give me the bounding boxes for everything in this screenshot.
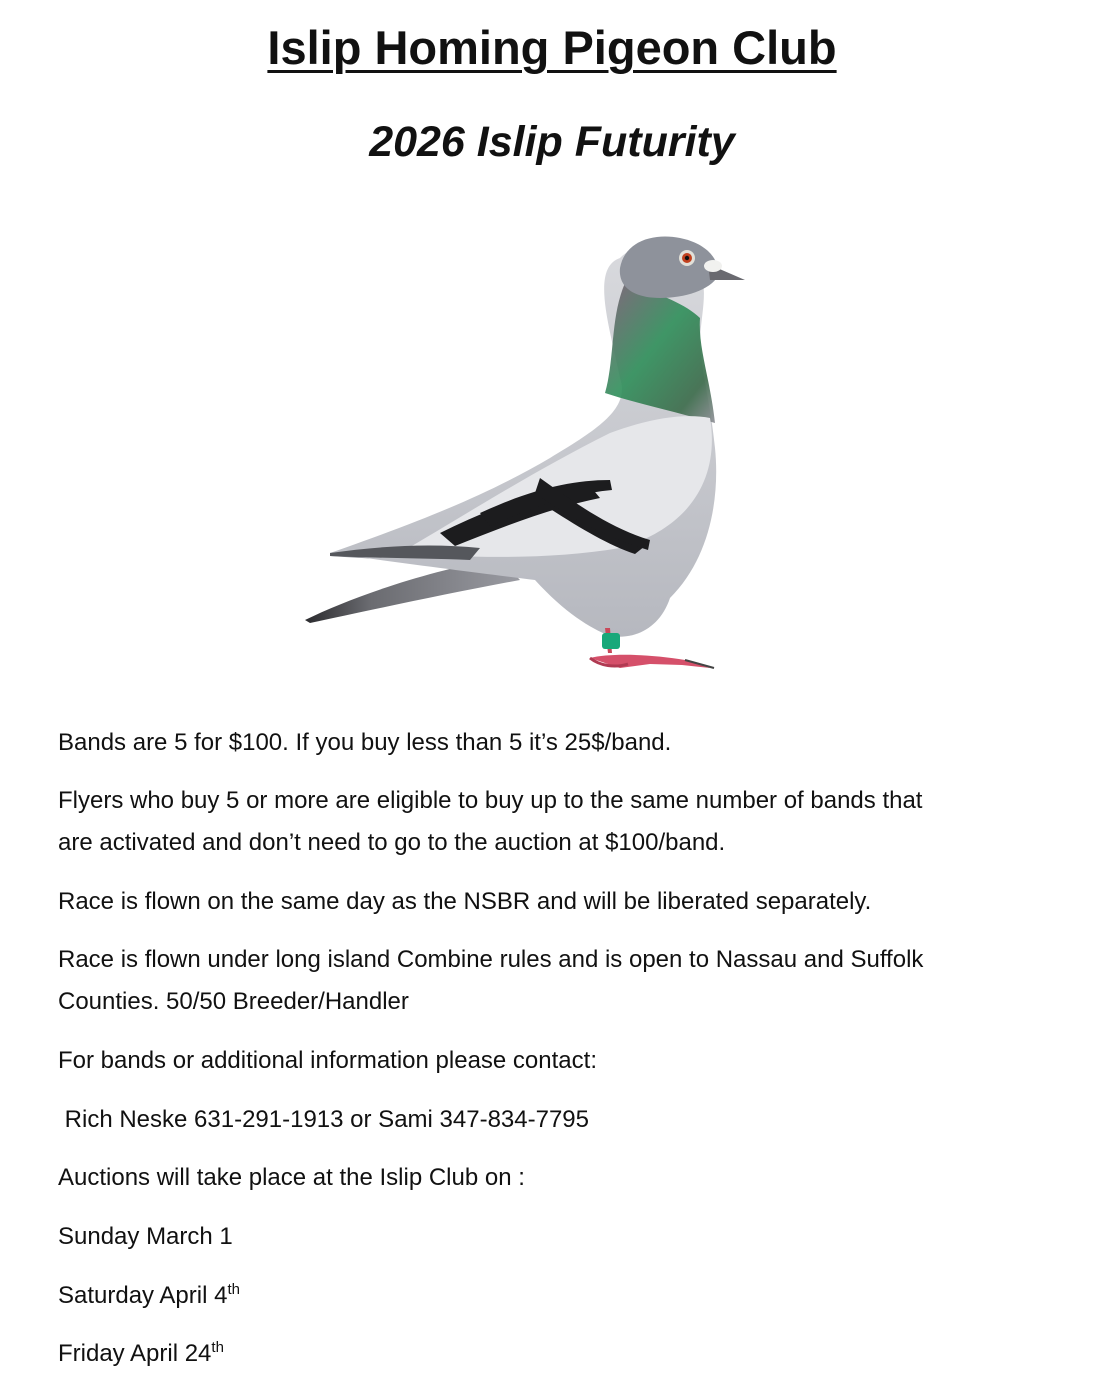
flyers-line-1: Flyers who buy 5 or more are eligible to buy up to the same number of bands that (58, 787, 923, 814)
page-title: Islip Homing Pigeon Club (267, 21, 837, 74)
rules-line-2: Counties. 50/50 Breeder/Handler (58, 988, 409, 1015)
auction-date-suffix: th (227, 1281, 240, 1298)
auction-date-text: Saturday April 4 (58, 1282, 228, 1309)
contact-intro: For bands or additional information please contact: (58, 1047, 597, 1074)
rules-line-1: Race is flown under long island Combine rules and is open to Nassau and Suffolk (58, 946, 924, 973)
auction-date-3 (58, 1333, 1068, 1375)
auction-date-text: Friday April 24 (58, 1340, 212, 1367)
pigeon-image (290, 228, 760, 688)
auction-date-2 (58, 1275, 1068, 1317)
race-day-paragraph: Race is flown on the same day as the NSBR and will be liberated separately. (58, 888, 872, 915)
flyers-line-2: are activated and don’t need to go to the auction at $100/band. (58, 829, 726, 856)
auction-date-text: Sunday March 1 (58, 1223, 233, 1250)
auction-date-1 (58, 1216, 1068, 1258)
flyers-paragraph (58, 780, 1068, 864)
auction-date-suffix: th (211, 1339, 224, 1356)
rules-paragraph (58, 939, 1068, 1023)
page-subtitle: 2026 Islip Futurity (369, 118, 735, 166)
bands-paragraph: Bands are 5 for $100. If you buy less than 5 it’s 25$/band. (58, 729, 672, 756)
auctions-intro: Auctions will take place at the Islip Club on : (58, 1164, 525, 1191)
contact-names: Rich Neske 631-291-1913 or Sami 347-834-7795 (58, 1106, 589, 1133)
